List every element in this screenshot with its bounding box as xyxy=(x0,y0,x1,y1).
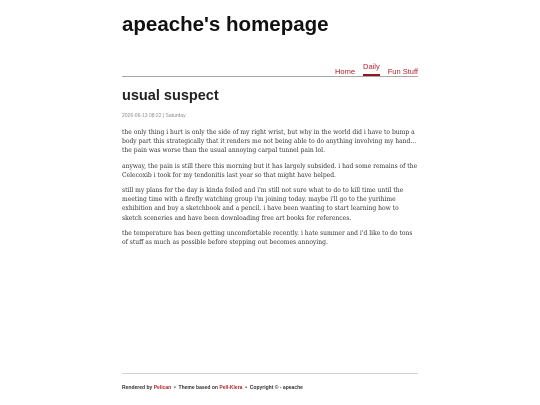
site-title[interactable]: apeache's homepage xyxy=(122,13,329,36)
footer-separator: • xyxy=(245,385,247,391)
footer-theme-text: Theme based on xyxy=(178,385,218,391)
nav-divider xyxy=(122,76,418,77)
footer-pelican-link[interactable]: Pelican xyxy=(153,385,172,391)
post-body xyxy=(122,128,418,253)
footer-separator: • xyxy=(173,385,176,391)
post-paragraph: still my plans for the day is kinda foiled and i'm still not sure what to do to kill time until the meeting time with a firefly watching group i'm joining today. maybe i'll go to the yurihime exhibition and buy a sketchbook and a pencil. i have been wanting to start learning how to sketch sceneries and have been downloading free art books for references. xyxy=(122,187,404,222)
footer-copyright: Copyright © xyxy=(249,385,279,391)
footer-divider xyxy=(122,373,418,374)
page xyxy=(122,0,418,405)
nav-home-link[interactable]: Home xyxy=(335,67,356,76)
footer-theme-link[interactable]: Pell-Klera xyxy=(219,385,243,391)
post-paragraph: the only thing i hurt is only the side of my right wrist, but why in the world did i have to bump a body part this strategically that it renders me not being able to do anything involving my hand... the pain was worse than the usual annoying carpal tunnel pain lol. xyxy=(122,129,417,155)
footer-author: apeache xyxy=(282,385,303,391)
footer xyxy=(122,385,303,391)
footer-dash: - xyxy=(279,385,282,391)
main-nav xyxy=(335,60,418,76)
nav-fun-stuff-link[interactable]: Fun Stuff xyxy=(387,67,418,76)
post-title: usual suspect xyxy=(122,88,219,104)
post-paragraph: anyway, the pain is still there this morning but it has largely subsided. i had some remains of the Celecoxib i took for my tendonitis last year so that might have helped. xyxy=(122,162,418,179)
footer-rendered-by: Rendered by xyxy=(122,385,153,391)
post-paragraph: the temperature has been getting uncomfortable recently. i hate summer and i'd like to do tons of stuff as much as possible before stepping out becomes annoying. xyxy=(122,229,413,247)
nav-daily-link[interactable]: Daily xyxy=(363,62,380,76)
post-meta: 2026-06-13 08:22 | Saturday xyxy=(122,113,186,119)
